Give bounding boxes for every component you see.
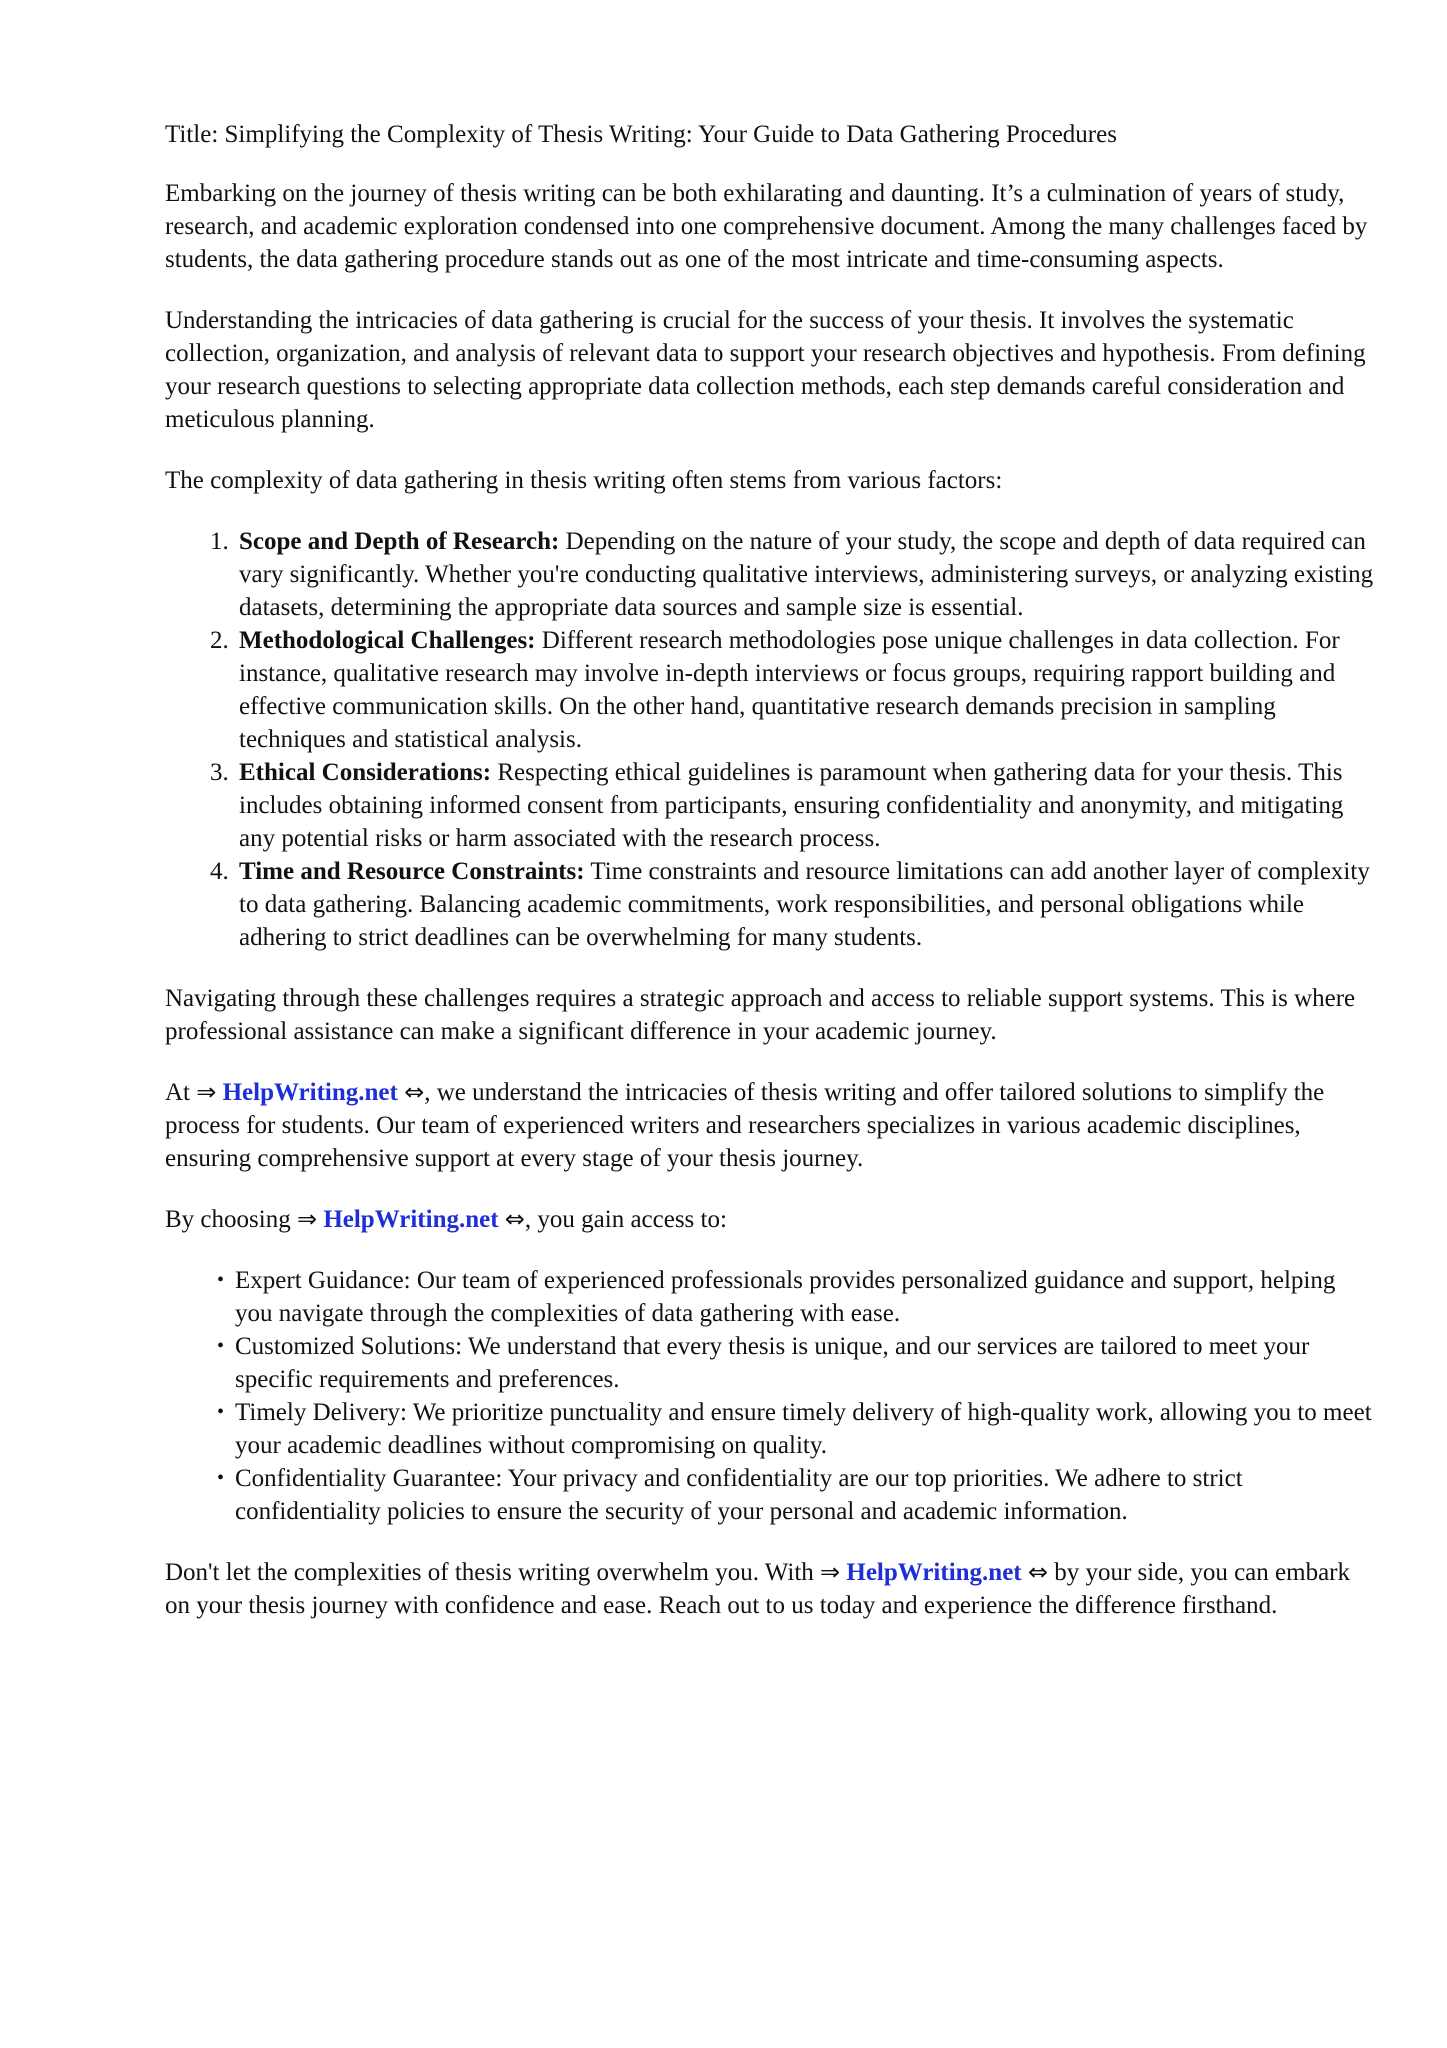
factors-list: [165, 525, 1375, 954]
bullet-icon: •: [217, 1467, 225, 1489]
benefit-text: Customized Solutions: We understand that every thesis is unique, and our services are tailored to meet your specific requirements and preferences.: [235, 1333, 1310, 1393]
helpwriting-link[interactable]: HelpWriting.net: [222, 1079, 398, 1106]
list-item: [217, 1462, 1375, 1528]
helpwriting-link[interactable]: HelpWriting.net: [846, 1559, 1022, 1586]
intro-paragraph: Embarking on the journey of thesis writing can be both exhilarating and daunting. It’s a culmination of years of study, research, and academic exploration condensed into one comprehensive document. Among the many challenges faced by students, the data gathering procedure stands out as one of the most intricate and time-consuming aspects.: [165, 180, 1368, 273]
closing-text-after: by your side, you can embark on your thesis journey with confidence and ease. Reach out to us today and experience the difference firsthand.: [165, 1559, 1350, 1619]
at-paragraph: [165, 1076, 1375, 1175]
helpwriting-link[interactable]: HelpWriting.net: [323, 1206, 499, 1233]
closing-text-before: Don't let the complexities of thesis writing overwhelm you. With: [165, 1559, 821, 1586]
bullet-icon: •: [217, 1401, 225, 1423]
factor-text: Different research methodologies pose unique challenges in data collection. For instance, qualitative research may involve in-depth interviews or focus groups, requiring rapport building and effective communication skills. On the other hand, quantitative research demands precision in sampling techniques and statistical analysis.: [239, 627, 1340, 753]
factor-text: Respecting ethical guidelines is paramount when gathering data for your thesis. This includes obtaining informed consent from participants, ensuring confidentiality and anonymity, and mitigating any potential risks or harm associated with the research process.: [239, 759, 1344, 852]
right-arrow-icon: ⇒: [296, 1205, 318, 1233]
at-text-before: At: [165, 1079, 197, 1106]
choosing-paragraph: [165, 1203, 1375, 1236]
list-item: [217, 1396, 1375, 1462]
factor-text: Time constraints and resource limitations can add another layer of complexity to data gathering. Balancing academic commitments, work responsibilities, and personal obligations while adhering to strict deadlines can be overwhelming for many students.: [239, 858, 1370, 951]
list-item: [235, 855, 1375, 954]
factor-heading: Scope and Depth of Research:: [239, 528, 560, 555]
list-item: [217, 1264, 1375, 1330]
understanding-paragraph: Understanding the intricacies of data gathering is crucial for the success of your thesis. It involves the systematic collection, organization, and analysis of relevant data to support your research objectives and hypothesis. From defining your research questions to selecting appropriate data collection methods, each step demands careful consideration and meticulous planning.: [165, 307, 1366, 433]
right-arrow-icon: ⇒: [820, 1558, 841, 1586]
closing-paragraph: [165, 1556, 1375, 1622]
left-right-arrow-icon: ⇔: [504, 1205, 525, 1233]
document-title: Title: Simplifying the Complexity of Thesis Writing: Your Guide to Data Gathering Procedures: [165, 121, 1117, 148]
choosing-text-before: By choosing: [165, 1206, 297, 1233]
factor-heading: Methodological Challenges:: [239, 627, 536, 654]
benefit-text: Confidentiality Guarantee: Your privacy and confidentiality are our top priorities. We adhere to strict confidentiality policies to ensure the security of your personal and academic information.: [235, 1465, 1243, 1525]
document-page: [165, 118, 1375, 1650]
list-item: [235, 756, 1375, 855]
list-item: [235, 525, 1375, 624]
left-right-arrow-icon: ⇔: [1027, 1558, 1048, 1586]
right-arrow-icon: ⇒: [196, 1078, 217, 1106]
benefit-text: Expert Guidance: Our team of experienced professionals provides personalized guidance and support, helping you navigate through the complexities of data gathering with ease.: [235, 1267, 1336, 1327]
at-text-after: , we understand the intricacies of thesis writing and offer tailored solutions to simplify the process for students. Our team of experienced writers and researchers specializes in various academic disciplines, ensuring comprehensive support at every stage of your thesis journey.: [165, 1079, 1325, 1172]
list-item: [217, 1330, 1375, 1396]
bullet-icon: •: [217, 1335, 225, 1357]
factor-text: Depending on the nature of your study, the scope and depth of data required can vary significantly. Whether you're conducting qualitative interviews, administering surveys, or analyzing existing datasets, determining the appropriate data sources and sample size is essential.: [239, 528, 1374, 621]
choosing-text-after: , you gain access to:: [524, 1206, 727, 1233]
factor-heading: Time and Resource Constraints:: [239, 858, 585, 885]
benefits-list: [165, 1264, 1375, 1528]
navigating-paragraph: Navigating through these challenges requires a strategic approach and access to reliable support systems. This is where professional assistance can make a significant difference in your academic journey.: [165, 985, 1356, 1045]
factors-intro-paragraph: The complexity of data gathering in thesis writing often stems from various factors:: [165, 467, 1003, 494]
left-right-arrow-icon: ⇔: [404, 1078, 425, 1106]
bullet-icon: •: [217, 1269, 225, 1291]
list-item: [235, 624, 1375, 756]
benefit-text: Timely Delivery: We prioritize punctuality and ensure timely delivery of high-quality work, allowing you to meet your academic deadlines without compromising on quality.: [235, 1399, 1372, 1459]
factor-heading: Ethical Considerations:: [239, 759, 492, 786]
